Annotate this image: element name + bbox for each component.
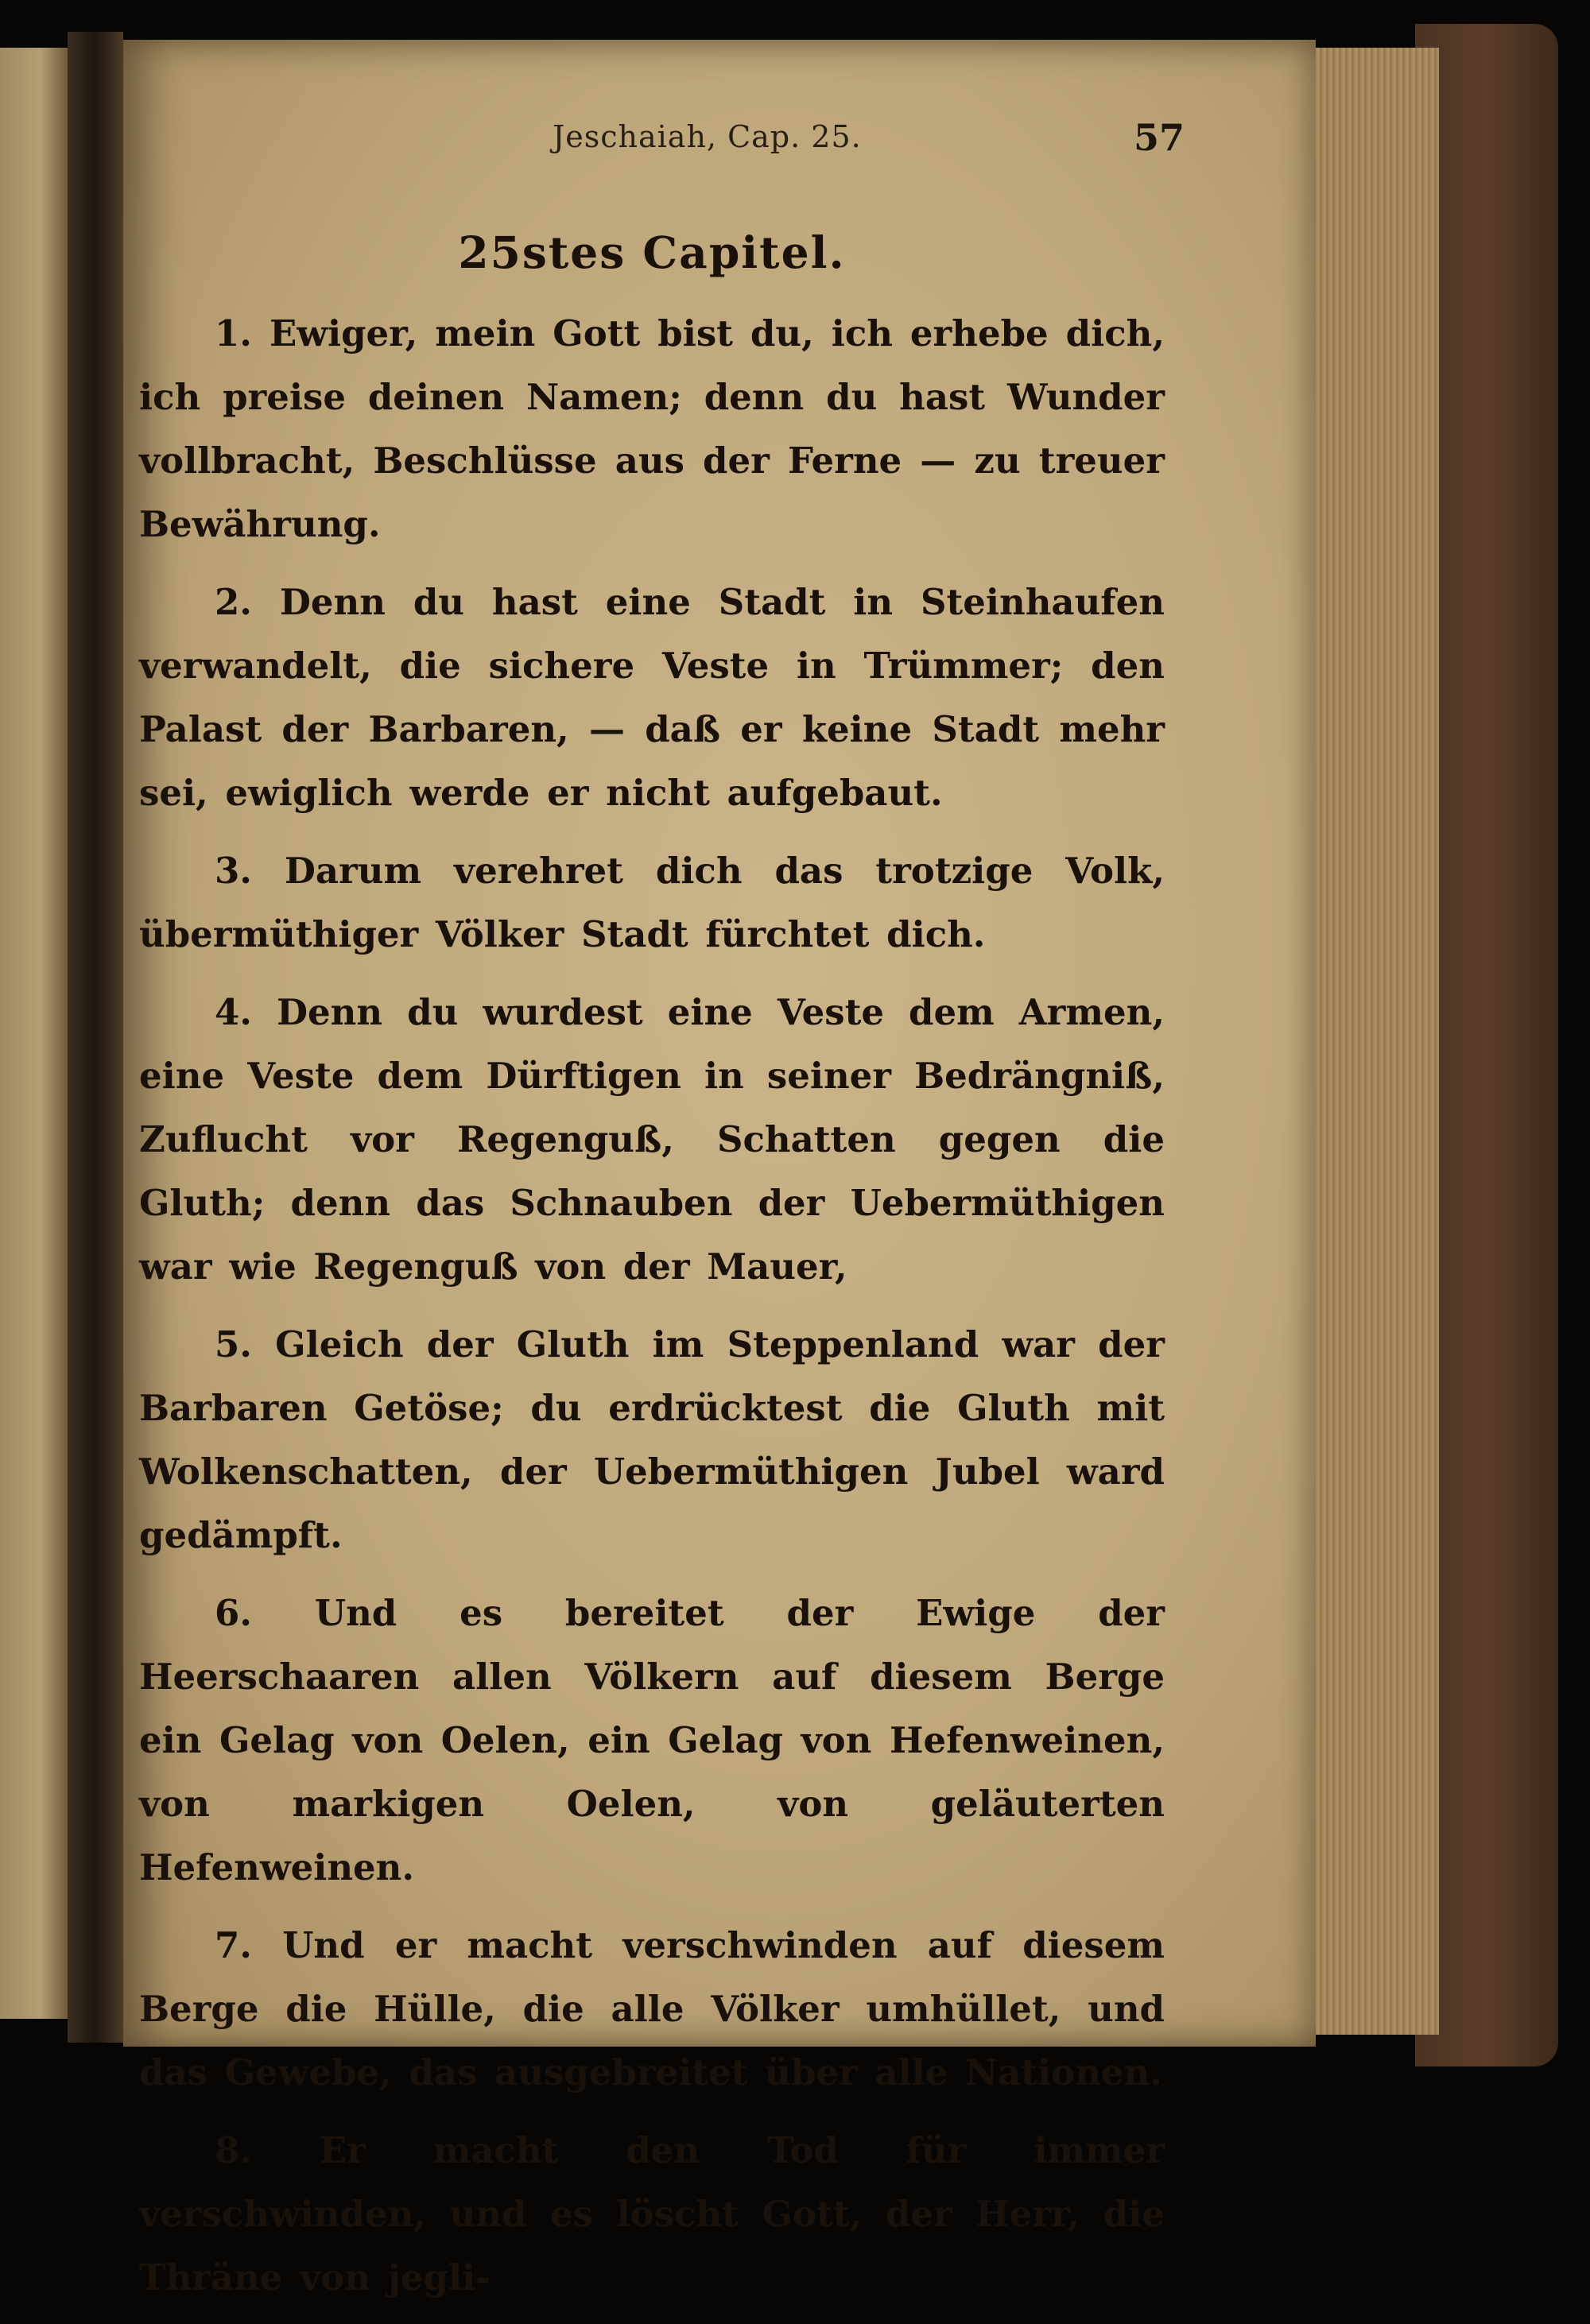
page-header [413, 116, 1185, 175]
left-page-edge [0, 48, 68, 2019]
verse-7: 7. Und er macht verschwinden auf diesem Berge die Hülle, die alle Völker umhüllet, und das Gewebe, das ausgebreitet über alle Nationen. [139, 1924, 1165, 2094]
page-number: 57 [1133, 116, 1185, 159]
running-title: Jeschaiah, Cap. 25. [553, 119, 862, 154]
page-edges [1304, 48, 1439, 2035]
verse-3: 3. Darum verehret dich das trotzige Volk, übermüthiger Völker Stadt fürchtet dich. [139, 850, 1165, 955]
book-gutter [68, 32, 123, 2043]
verse-1: 1. Ewiger, mein Gott bist du, ich erhebe dich, ich preise deinen Namen; denn du hast Wunder vollbracht, Beschlüsse aus der Ferne — zu treuer Bewährung. [139, 312, 1165, 545]
verse-6: 6. Und es bereitet der Ewige der Heerschaaren allen Völkern auf diesem Berge ein Gelag von Oelen, ein Gelag von Hefenweinen, von markigen Oelen, von geläuterten Hefenweinen. [139, 1592, 1165, 1888]
verse-5: 5. Gleich der Gluth im Steppenland war der Barbaren Getöse; du erdrücktest die Gluth mit Wolkenschatten, der Uebermüthigen Jubel ward gedämpft. [139, 1323, 1165, 1556]
chapter-title: 25stes Capitel. [458, 227, 846, 278]
verse-4: 4. Denn du wurdest eine Veste dem Armen, eine Veste dem Dürftigen in seiner Bedrängniß, Zuflucht vor Regenguß, Schatten gegen die Gluth; denn das Schnauben der Uebermüthigen war wie Regenguß von der Mauer, [139, 991, 1165, 1288]
verse-2: 2. Denn du hast eine Stadt in Steinhaufen verwandelt, die sichere Veste in Trümmer; den Palast der Barbaren, — daß er keine Stadt mehr sei, ewiglich werde er nicht aufgebaut. [139, 581, 1165, 814]
verse-8: 8. Er macht den Tod für immer verschwinden, und es löscht Gott, der Herr, die Thräne von jegli- [139, 2129, 1165, 2299]
text-block [139, 223, 1165, 2324]
